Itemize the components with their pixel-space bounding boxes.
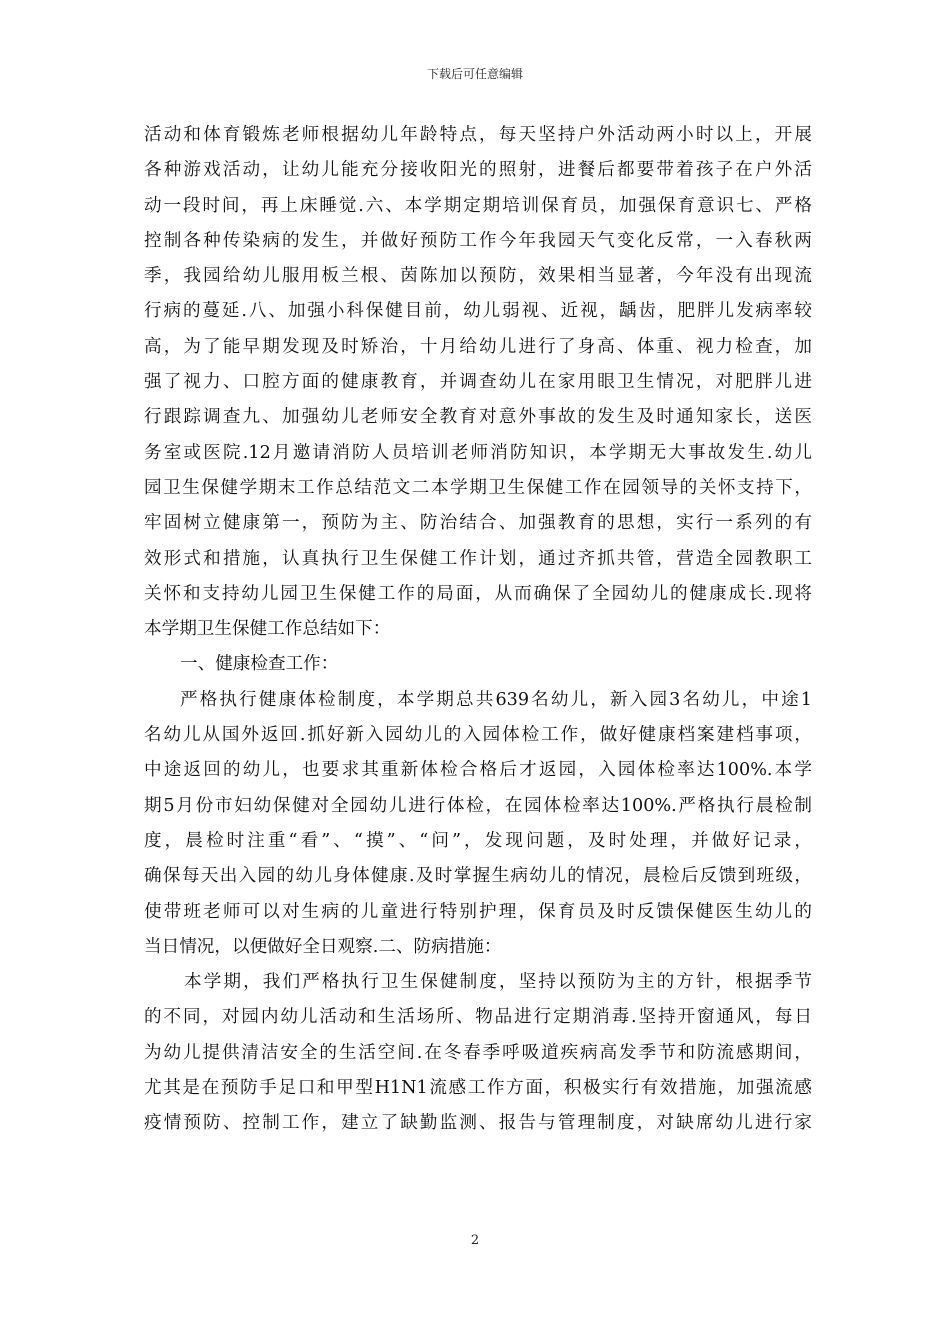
body-line: 动一段时间，再上床睡觉.六、本学期定期培训保育员，加强保育意识七、严格 [144,195,812,216]
body-line: 度，晨检时注重“看”、“摸”、“问”，发现问题，及时处理，并做好记录， [144,830,812,851]
document-body [144,118,812,1142]
page-header: 下载后可任意编辑 [426,67,523,81]
body-line: 严格执行健康体检制度，本学期总共639名幼儿，新入园3名幼儿，中途1 [180,689,812,710]
body-line: 效形式和措施，认真执行卫生保健工作计划，通过齐抓共管，营造全园教职工 [144,548,812,569]
body-line: 关怀和支持幼儿园卫生保健工作的局面，从而确保了全园幼儿的健康成长.现将 [144,583,812,604]
body-line: 高，为了能早期发现及时矫治，十月给幼儿进行了身高、体重、视力检查，加 [144,336,812,357]
body-line: 当日情况，以便做好全日观察.二、防病措施： [144,936,502,957]
body-line: 园卫生保健学期末工作总结范文二本学期卫生保健工作在园领导的关怀支持下， [144,477,812,498]
body-line: 活动和体育锻炼老师根据幼儿年龄特点，每天坚持户外活动两小时以上，开展 [144,125,812,145]
body-line: 控制各种传染病的发生，并做好预防工作今年我园天气变化反常，一入春秋两 [144,230,812,251]
body-line: 本学期，我们严格执行卫生保健制度，坚持以预防为主的方针，根据季节 [184,972,812,993]
body-line: 使带班老师可以对生病的儿童进行特别护理，保育员及时反馈保健医生幼儿的 [144,901,812,922]
body-line: 务室或医院.12月邀请消防人员培训老师消防知识，本学期无大事故发生.幼儿 [144,442,812,463]
body-line: 行病的蔓延.八、加强小科保健目前，幼儿弱视、近视，龋齿，肥胖儿发病率较 [144,301,812,322]
body-line: 季，我园给幼儿服用板兰根、茵陈加以预防，效果相当显著，今年没有出现流 [144,266,812,287]
body-line: 中途返回的幼儿，也要求其重新体检合格后才返园，入园体检率达100%.本学 [144,760,812,781]
body-line: 为幼儿提供清洁安全的生活空间.在冬春季呼吸道疾病高发季节和防流感期间， [144,1042,812,1063]
body-line: 的不同，对园内幼儿活动和生活场所、物品进行定期消毒.坚持开窗通风，每日 [144,1007,812,1028]
body-line: 期5月份市妇幼保健对全园幼儿进行体检，在园体检率达100%.严格执行晨检制 [144,795,812,816]
body-line: 尤其是在预防手足口和甲型H1N1流感工作方面，积极实行有效措施，加强流感 [144,1078,812,1099]
body-line: 名幼儿从国外返回.抓好新入园幼儿的入园体检工作，做好健康档案建档事项， [144,725,812,746]
body-line: 确保每天出入园的幼儿身体健康.及时掌握生病幼儿的情况，晨检后反馈到班级， [144,866,812,887]
body-line: 疫情预防、控制工作，建立了缺勤监测、报告与管理制度，对缺席幼儿进行家 [144,1113,812,1134]
body-line: 强了视力、口腔方面的健康教育，并调查幼儿在家用眼卫生情况，对肥胖儿进 [144,372,812,393]
body-line: 本学期卫生保健工作总结如下： [144,619,391,640]
body-line: 行跟踪调查九、加强幼儿老师安全教育对意外事故的发生及时通知家长，送医 [144,407,812,428]
body-line: 牢固树立健康第一，预防为主、防治结合、加强教育的思想，实行一系列的有 [144,513,812,534]
section-heading-health-check: 一、健康检查工作： [180,654,339,675]
body-line: 各种游戏活动，让幼儿能充分接收阳光的照射，进餐后都要带着孩子在户外活 [144,160,812,181]
page-number: 2 [470,1233,480,1248]
